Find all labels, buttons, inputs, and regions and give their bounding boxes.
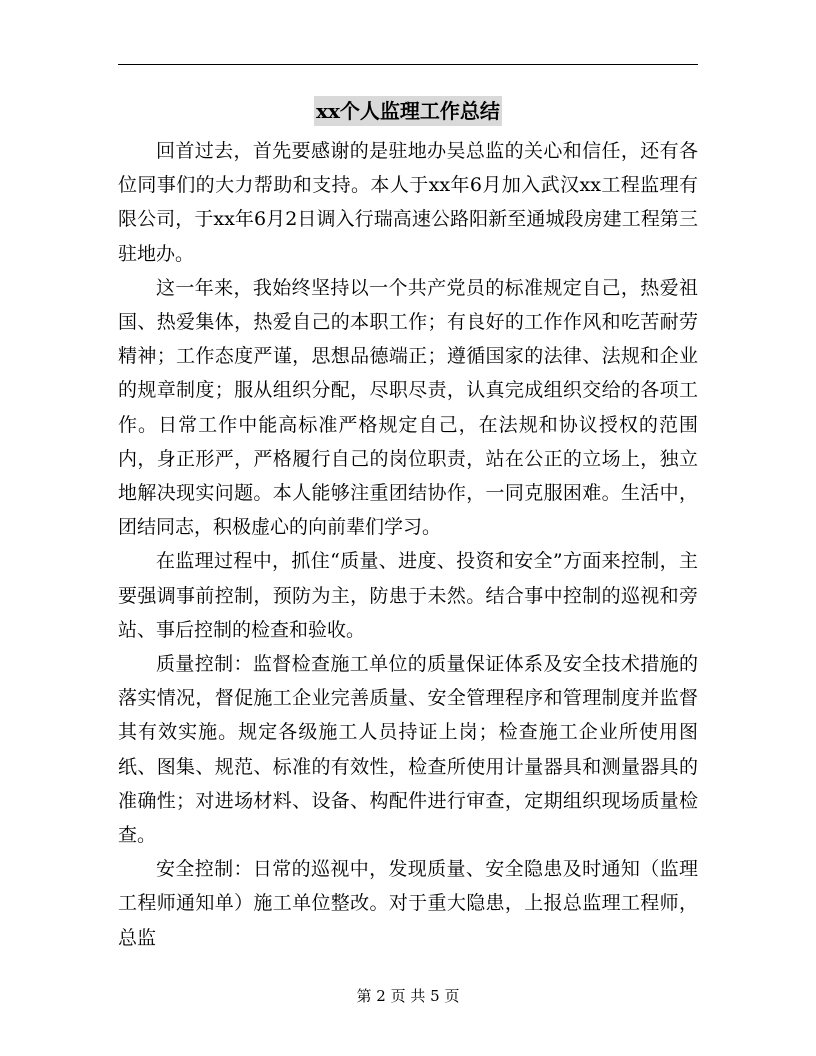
title-container <box>0 96 816 126</box>
document-title: xx个人监理工作总结 <box>314 96 502 126</box>
paragraph-intro: 回首过去，首先要感谢的是驻地办吴总监的关心和信任，还有各位同事们的大力帮助和支持。本人于xx年6月加入武汉xx工程监理有限公司，于xx年6月2日调入行瑞高速公路阳新至通城段房建工程第三驻地办。 <box>118 140 698 265</box>
paragraph-quality-control: 质量控制：监督检查施工单位的质量保证体系及安全技术措施的落实情况，督促施工企业完善质量、安全管理程序和管理制度并监督其有效实施。规定各级施工人员持证上岗；检查施工企业所使用图纸、图集、规范、标准的有效性，检查所使用计量器具和测量器具的准确性；对进场材料、设备、构配件进行审查，定期组织现场质量检查。 <box>118 653 698 847</box>
document-body <box>118 134 698 955</box>
page-number-footer: 第 2 页 共 5 页 <box>356 987 460 1005</box>
paragraph-supervision-process: 在监理过程中，抓住“质量、进度、投资和安全”方面来控制，主要强调事前控制，预防为主，防患于未然。结合事中控制的巡视和旁站、事后控制的检查和验收。 <box>118 550 698 641</box>
header-rule <box>118 64 698 65</box>
paragraph-year-review: 这一年来，我始终坚持以一个共产党员的标准规定自己，热爱祖国、热爱集体，热爱自己的本职工作；有良好的工作作风和吃苦耐劳精神；工作态度严谨，思想品德端正；遵循国家的法律、法规和企业的规章制度；服从组织分配，尽职尽责，认真完成组织交给的各项工作。日常工作中能高标准严格规定自己，在法规和协议授权的范围内，身正形严，严格履行自己的岗位职责，站在公正的立场上，独立地解决现实问题。本人能够注重团结协作，一同克服困难。生活中，团结同志，积极虚心的向前辈们学习。 <box>118 276 698 539</box>
paragraph-safety-control: 安全控制：日常的巡视中，发现质量、安全隐患及时通知（监理工程师通知单）施工单位整改。对于重大隐患，上报总监理工程师，总监 <box>118 858 698 949</box>
